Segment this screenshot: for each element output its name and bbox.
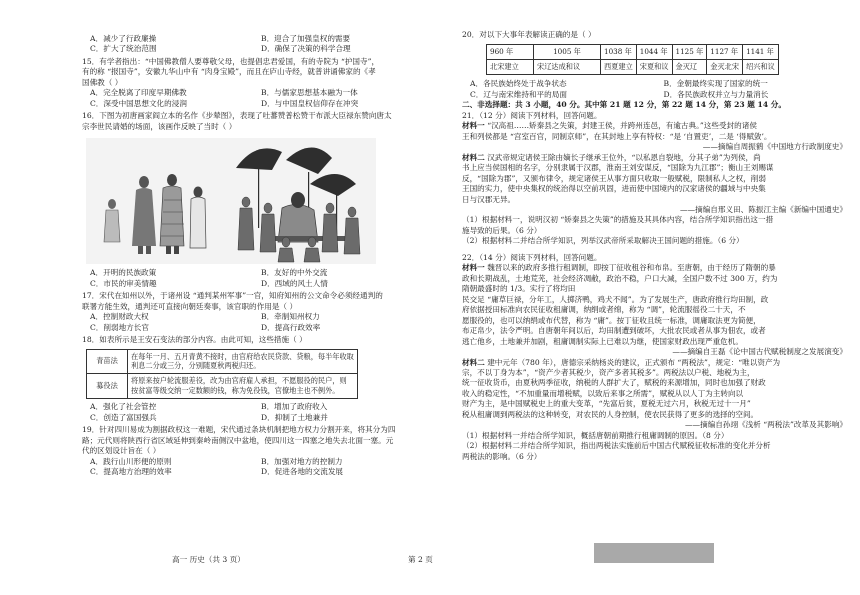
q22-question-2: （2）根据材料二并结合所学知识，指出两税法实施前后中国古代赋税征收标准的变化并分析	[462, 441, 771, 451]
q14-option-a[interactable]: A．减少了行政廉操	[90, 34, 157, 43]
q16-stem-line: 宗李世民请婚的场面，该画作反映了当时（ ）	[82, 121, 237, 131]
table-row	[487, 45, 779, 60]
q19-option-c[interactable]: C．提高地方治理的效率	[90, 467, 172, 477]
q17-stem-line: 17．宋代在如州以外，于诸州设 “通判某州军事”一官，知府知州的公文命令必须经通判的	[82, 291, 383, 301]
event-cell: 绍兴和议	[743, 60, 779, 75]
question-22: 22．（14 分）阅读下列材料，回答问题。 材料一 魏晋以来的政府多推行租调制，即按丁征收租谷和布帛。至唐朝，由于经历了隋朝的暴 政和长期战乱，土地荒芜，社会经济凋敝，政治不稳，户口大减，全国户数不过 300 万，约为 隋朝最盛时的 1/3。实行了将均田 民交足 “庸草巨禄，分年工，人掷济鸭，鸡犬不闻”。为了发展生产，唐政府推行均田制，政 府依据授田标准向农民征收租庸调，纳绢或者绵，称为 “调”，轮流服徭役二十天，不 愿服役的，也可以纳绢或布代替，称为 “庸”。按丁征收且统一标准，调庸取法更为简便， 布疋帛少，法令严明。自唐朝年间以后，均田制遭到破坏，大批农民或者从事为佃农，或者 逃亡他乡，土地兼并加剧，租庸调制实际上已难以为继，使国家财政出现严重危机。 ——摘编自王磊《论中国古代赋税制度之发展演变》 材料二 建中元年（780 年），唐德宗采纳杨炎的建议，正式颁布 “两税法”，规定：“唯以资产为 宗，不以丁身为本”，“资产少者其税少，资产多者其税多”。两税法以户税、地税为主， 统一征收货币，由夏秋两季征收，纳税的人群扩大了，赋税的来源增加，同时也加强了财政 收入的稳定性，“不加重量而增税赋，以致后来事之所需”，赋税从以人丁为主转向以 财产为主，是中国赋税史上的重大变革，“先富后贫，夏税无过六月，秋税无过十一月” 税从租庸调到两税法的这种转变，对农民的人身控制，使农民获得了更多的选择的空间。 ——摘编自孙翊《浅析 “两税法”改革及其影响》 （1）根据材料一并结合所学知识，概括唐朝前期推行租庸调制的原因。（8 分） （2）根据材料二并结合所学知识，指出两税法实施前后中国古代赋税征收标准的变化并分析 两税法的影响。（6 分）	[462, 252, 847, 461]
event-cell: 金灭北宋	[707, 60, 743, 75]
q19-stem-line: 路；元代则将陕西行省区域延伸到秦岭南侧汉中盆地，使四川这一四塞之地失去北面一塞。元	[82, 435, 394, 445]
table-cell-law-content: 将原来按户轮流服差役，改为由官府雇人承担，不愿服役的民户，则 按贫富等级交纳一定数额的钱，称为免役钱，官僚地主也不例外。	[128, 374, 358, 399]
event-cell: 金灭辽	[672, 60, 707, 75]
footer-page-number: 第 2 页	[408, 554, 433, 564]
q21-question-2: （2）根据材料二并结合所学知识，列举汉武帝所采取解决王国问题的措施。（6 分）	[462, 236, 744, 246]
q21-material-1: 材料一 “汉高祖……矫秦县之失策，封建王侯，并跨州连邑，有逾古典。”这些受封的诸侯	[462, 121, 757, 131]
q22-question-1: （1）根据材料一并结合所学知识，概括唐朝前期推行租庸调制的原因。（8 分）	[462, 430, 729, 440]
q14-option-b[interactable]: B．迎合了加强皇权的需要	[261, 34, 351, 43]
q21-question-1: （1）根据材料一，说明汉初 “矫秦县之失策”的措施及其具体内容，结合所学知识指出这一措	[462, 215, 774, 225]
q15-stem-line: 15．有学者指出：“中国佛教僧人要尊敬父母，也提倡忠君爱国，有的寺院为 “护国寺”，	[82, 56, 380, 66]
q17-option-a[interactable]: A．控制财政大权	[90, 312, 149, 322]
table-row	[87, 349, 358, 374]
year-cell: 1125 年	[672, 45, 707, 60]
q15-option-d[interactable]: D．与中国皇权信仰存在冲突	[261, 98, 359, 108]
q17-stem-line: 联署方能生效，通判还可直接向朝廷奏事，该官职的作用是（ ）	[82, 301, 298, 311]
q20-option-c[interactable]: C．辽与南宋维持和平的局面	[470, 89, 567, 99]
source-citation: ——摘编自孙翊《浅析 “两税法”改革及其影响》	[684, 420, 847, 430]
q20-option-a[interactable]: A．各民族始终处于战争状态	[470, 79, 567, 89]
question-18	[82, 335, 422, 423]
event-cell: 北宋建立	[487, 60, 534, 75]
source-citation: ——摘编自王磊《论中国古代赋税制度之发展演变》	[672, 347, 847, 357]
q16-option-a[interactable]: A．开明的民族政策	[90, 268, 157, 278]
right-column	[462, 30, 847, 462]
question-21: 21．（12 分）阅读下列材料，回答问题。 材料一 “汉高祖……矫秦县之失策，封建王侯，并跨州连邑，有逾古典。”这些受封的诸侯 王和列侯都是 “宫室百官，同制京师”，在其封地上享有特权：“是 ‘自置吏’，二是 ‘得赋敛’。 ——摘编自周振鹤《中国地方行政制度史》 材料二 汉武帝规定诸侯王除由嫡长子继承王位外，“以私恩自裂地，分其子弟”为列侯，尚 书上应当侯国相的名字，分别隶属于汉郡，淮南王刘安谋反，“国除为九江郡”；衡山王刘赐谋 反，“国除为郡”，又颁布律令，规定诸侯王从事方面只收取一般赋税，限制私人之权，削弱 王国的实力，使中央集权的统治得以空前巩固，进而使中国境内的汉家诸侯的疆域与中央集 日与汉郡无异。 ——摘编自邢义田、陈振江主编《新编中国通史》 （1）根据材料一，说明汉初 “矫秦县之失策”的措施及其具体内容，结合所学知识指出这一措 施导致的后果。（6 分） （2）根据材料二并结合所学知识，列举汉武帝所采取解决王国问题的措施。（6 分）	[462, 110, 847, 246]
source-citation: ——摘编自周振鹤《中国地方行政制度史》	[702, 142, 847, 152]
q16-option-c[interactable]: C．市民的审美情趣	[90, 278, 157, 288]
event-cell: 西夏建立	[601, 60, 637, 75]
section-2-title: 二、非选择题：共 3 小题，40 分。其中第 21 题 12 分，第 22 题 14 分，第 23 题 14 分。	[462, 100, 786, 110]
q15-option-b[interactable]: B．与儒家思想基本融为一体	[261, 88, 358, 98]
q22-question-2-cont: 两税法的影响。（6 分）	[462, 451, 542, 461]
q14-option-c[interactable]: C．扩大了统治范围	[90, 44, 157, 54]
bunian-painting-image	[86, 138, 376, 264]
q19-stem-line: 19．针对四川易成为割据政权这一难题，宋代通过条块机制把地方权力分割开来，将其分为四	[82, 425, 396, 435]
year-cell: 1127 年	[707, 45, 743, 60]
q18-option-b[interactable]: B．增加了政府收入	[261, 402, 328, 412]
right-page	[430, 0, 860, 595]
year-cell: 1005 年	[534, 45, 601, 60]
q17-option-b[interactable]: B．牵制知州权力	[261, 312, 320, 322]
q15-option-c[interactable]: C．深受中国思想文化的浸润	[90, 98, 187, 108]
q22-material-2: 材料二 建中元年（780 年），唐德宗采纳杨炎的建议，正式颁布 “两税法”，规定：“唯以资产为	[462, 357, 781, 367]
q20-option-d[interactable]: D．各民族政权并立与力量消长	[663, 89, 769, 99]
left-column	[82, 34, 422, 478]
q18-option-a[interactable]: A．强化了社会管控	[90, 402, 157, 412]
q16-option-b[interactable]: B．友好的中外交流	[261, 268, 328, 278]
q19-stem-line: 代的区划设计旨在（ ）	[82, 446, 161, 456]
footer-subject: 高一 历史（共 3 页）	[172, 554, 245, 564]
q15-stem-line: 有的称 “报国寺”，安徽九华山中有 “肉身宝殿”，而且在庐山寺经，就普讲诵佛家的《孝	[82, 67, 376, 77]
question-17	[82, 291, 422, 333]
question-16	[82, 111, 422, 289]
q15-option-a[interactable]: A．完全脱离了印度早期佛教	[90, 88, 187, 98]
table-cell-law-content: 在每年一月、五月青黄不接时，由官府给农民贷款、贷粮，每半年收取 利息二分或三分，分别随夏秋两税归还。	[128, 349, 358, 374]
question-20	[462, 30, 847, 100]
table-row	[487, 60, 779, 75]
q21-stem: 21．（12 分）阅读下列材料，回答问题。	[462, 110, 602, 120]
q20-option-b[interactable]: B．金朝最终实现了国家的统一	[663, 79, 768, 89]
q18-stem: 18．如表所示是王安石变法的部分内容。由此可知，这些措施（ ）	[82, 335, 307, 345]
redaction-box	[594, 543, 714, 563]
painting-svg	[86, 138, 376, 264]
source-citation: ——摘编自邢义田、陈振江主编《新编中国通史》	[679, 204, 847, 214]
q20-stem: 20．对以下大事年表解读正确的是（ ）	[462, 30, 596, 39]
year-cell: 1044 年	[636, 45, 672, 60]
q16-stem-line: 16．下图为初唐画家阎立本的名作《步辇图》，表现了吐蕃赞普松赞干布派大臣禄东赞向唐太	[82, 111, 392, 121]
q17-option-c[interactable]: C．削弱地方长官	[90, 322, 149, 332]
table-cell-law-name: 青苗法	[87, 349, 128, 374]
event-cell: 宋夏和议	[636, 60, 672, 75]
year-cell: 1038 年	[601, 45, 637, 60]
q14-option-d[interactable]: D．确保了决策的科学合理	[261, 44, 351, 54]
question-15	[82, 57, 422, 109]
reform-table	[86, 349, 358, 400]
year-cell: 960 年	[487, 45, 534, 60]
year-cell: 1141 年	[743, 45, 779, 60]
q14-options	[82, 34, 422, 55]
q22-stem: 22．（14 分）阅读下列材料，回答问题。	[462, 252, 602, 262]
table-cell-law-name: 募役法	[87, 374, 128, 399]
q17-option-d[interactable]: D．提高行政效率	[261, 322, 321, 332]
q19-option-b[interactable]: B．加强对地方的控制力	[261, 456, 343, 466]
q22-material-1: 材料一 魏晋以来的政府多推行租调制，即按丁征收租谷和布帛。至唐朝，由于经历了隋朝的暴	[462, 263, 776, 273]
chronology-table	[486, 44, 779, 75]
q21-material-2: 材料二 汉武帝规定诸侯王除由嫡长子继承王位外，“以私恩自裂地，分其子弟”为列侯，尚	[462, 152, 761, 162]
q16-option-d[interactable]: D．西域的风土人情	[261, 278, 328, 288]
event-cell: 宋辽达成和议	[534, 60, 601, 75]
q15-stem-line: 国佛教（ ）	[82, 77, 123, 87]
q19-option-d[interactable]: D．促进各地的交流发展	[261, 467, 344, 477]
q18-option-d[interactable]: D．抑制了土地兼并	[261, 412, 328, 422]
question-19	[82, 425, 422, 477]
q19-option-a[interactable]: A．践行山川形便的原则	[90, 456, 172, 466]
q21-question-1-cont: 施导致的后果。（6 分）	[462, 225, 542, 235]
q18-option-c[interactable]: C．创造了富国强兵	[90, 412, 157, 422]
table-row	[87, 374, 358, 399]
